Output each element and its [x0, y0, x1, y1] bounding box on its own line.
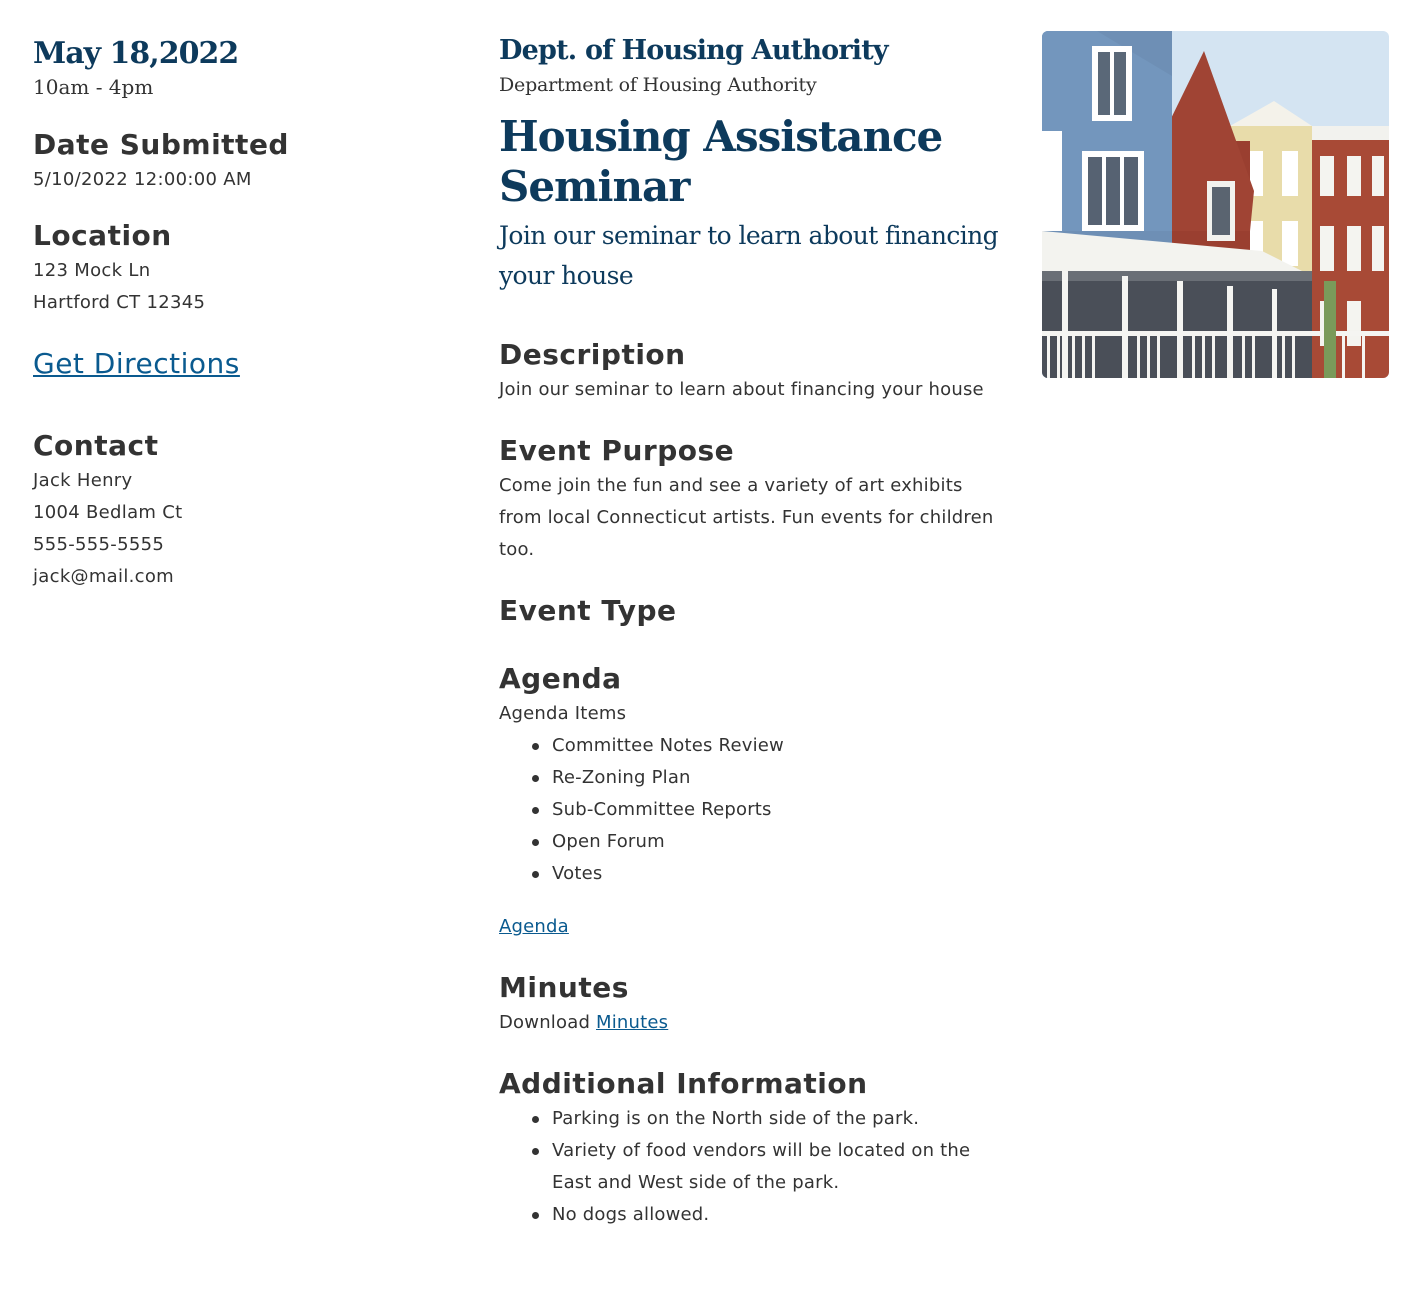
- additional-info-list: [499, 1103, 999, 1231]
- description-text: Join our seminar to learn about financing your house: [499, 379, 984, 400]
- location-street: 123 Mock Ln: [33, 260, 151, 281]
- event-type-heading: Event Type: [499, 594, 677, 627]
- minutes-line: [499, 1007, 999, 1039]
- get-directions-link[interactable]: Get Directions: [33, 347, 240, 380]
- contact-name: Jack Henry: [33, 470, 133, 491]
- page-title: Housing Assistance Seminar: [499, 112, 943, 211]
- contact-heading: Contact: [33, 429, 159, 462]
- description-heading: Description: [499, 338, 686, 371]
- organization-name: Dept. of Housing Authority: [499, 35, 888, 66]
- contact-email: jack@mail.com: [33, 566, 174, 587]
- minutes-download-link[interactable]: Minutes: [596, 1012, 669, 1033]
- agenda-item: Votes: [552, 858, 999, 890]
- minutes-prefix: Download: [499, 1012, 591, 1033]
- event-purpose-heading: Event Purpose: [499, 434, 735, 467]
- date-submitted-heading: Date Submitted: [33, 128, 289, 161]
- additional-info-heading: Additional Information: [499, 1067, 868, 1100]
- event-sidebar: [33, 34, 453, 593]
- agenda-heading: Agenda: [499, 662, 622, 695]
- additional-info-item: Variety of food vendors will be located on the East and West side of the park.: [552, 1135, 999, 1199]
- minutes-heading: Minutes: [499, 971, 629, 1004]
- date-submitted-value: 5/10/2022 12:00:00 AM: [33, 169, 252, 190]
- agenda-intro: Agenda Items: [499, 703, 627, 724]
- page-subtitle: Join our seminar to learn about financing your house: [499, 221, 999, 290]
- agenda-item: Committee Notes Review: [552, 730, 999, 762]
- event-time: 10am - 4pm: [33, 75, 154, 99]
- agenda-item: Sub-Committee Reports: [552, 794, 999, 826]
- contact-phone: 555-555-5555: [33, 534, 165, 555]
- additional-info-item: Parking is on the North side of the park.: [552, 1103, 999, 1135]
- location-city: Hartford CT 12345: [33, 292, 206, 313]
- agenda-list: [499, 730, 999, 890]
- organization-full-name: Department of Housing Authority: [499, 74, 817, 96]
- additional-info-item: No dogs allowed.: [552, 1199, 999, 1231]
- event-date: May 18,2022: [33, 36, 239, 71]
- event-main: [499, 32, 999, 1231]
- contact-address: 1004 Bedlam Ct: [33, 502, 183, 523]
- event-purpose-text: Come join the fun and see a variety of art exhibits from local Connecticut artists. Fun events for children too.: [499, 475, 994, 560]
- agenda-item: Open Forum: [552, 826, 999, 858]
- location-heading: Location: [33, 219, 172, 252]
- agenda-download-link[interactable]: Agenda: [499, 916, 569, 937]
- event-photo: [1042, 31, 1389, 378]
- agenda-item: Re-Zoning Plan: [552, 762, 999, 794]
